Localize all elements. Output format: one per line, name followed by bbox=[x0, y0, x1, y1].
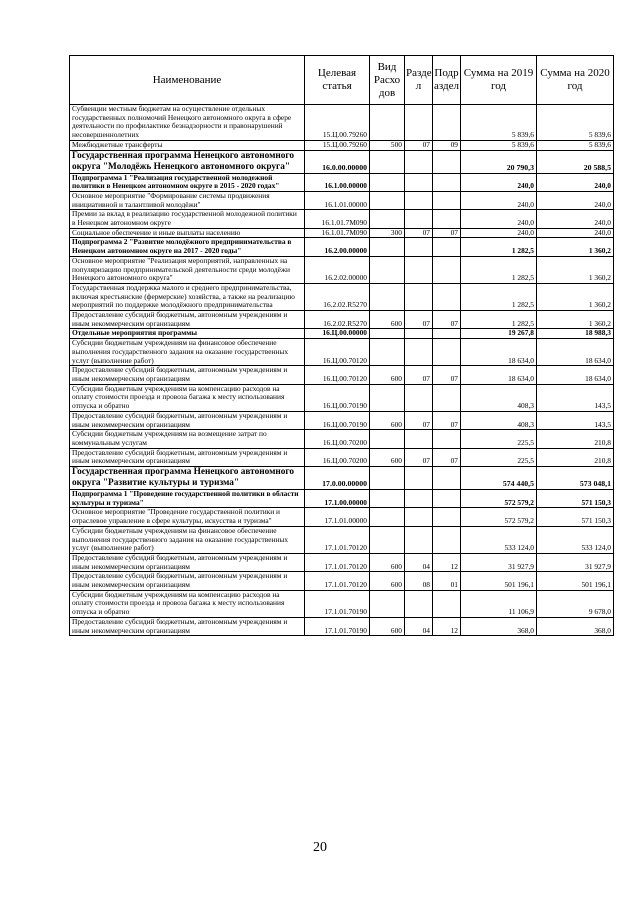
cell-kind bbox=[370, 490, 405, 508]
cell-kind: 600 bbox=[370, 366, 405, 384]
cell-article: 16.1.01.7М090 bbox=[305, 228, 370, 238]
cell-sum-2019: 408,3 bbox=[461, 384, 537, 411]
table-row bbox=[70, 283, 614, 310]
cell-name: Предоставление субсидий бюджетным, автономным учреждениям и иным некоммерческим организациям bbox=[70, 366, 305, 384]
cell-kind bbox=[370, 339, 405, 366]
cell-subsection: 07 bbox=[433, 311, 461, 329]
cell-subsection: 12 bbox=[433, 553, 461, 571]
cell-name: Премии за вклад в реализацию государственной молодежной политики в Ненецком автономном округе bbox=[70, 210, 305, 228]
cell-section: 08 bbox=[405, 572, 433, 590]
cell-sum-2019: 240,0 bbox=[461, 191, 537, 209]
document-sheet bbox=[69, 55, 613, 636]
cell-kind bbox=[370, 256, 405, 283]
cell-subsection bbox=[433, 467, 461, 490]
cell-article: 16.1.01.7М090 bbox=[305, 210, 370, 228]
cell-sum-2019: 240,0 bbox=[461, 173, 537, 191]
cell-section: 07 bbox=[405, 448, 433, 466]
cell-subsection bbox=[433, 173, 461, 191]
cell-name: Субсидии бюджетным учреждениям на компенсацию расходов на оплату стоимости проезда и провоза багажа к месту использования отпуска и обратно bbox=[70, 384, 305, 411]
cell-sum-2019: 31 927,9 bbox=[461, 553, 537, 571]
cell-name: Субсидии бюджетным учреждениям на финансовое обеспечение выполнения государственного задания на оказание государственных услуг (выполнение работ) bbox=[70, 526, 305, 553]
cell-kind bbox=[370, 508, 405, 526]
cell-name: Основное мероприятие "Формирование системы продвижения инициативной и талантливой молодёжи" bbox=[70, 191, 305, 209]
table-row bbox=[70, 191, 614, 209]
cell-article: 16.2.02.R5270 bbox=[305, 283, 370, 310]
cell-kind: 600 bbox=[370, 411, 405, 429]
cell-subsection: 07 bbox=[433, 228, 461, 238]
cell-sum-2019: 11 106,9 bbox=[461, 590, 537, 617]
cell-section: 07 bbox=[405, 140, 433, 150]
cell-sum-2019: 368,0 bbox=[461, 617, 537, 635]
cell-article: 17.1.01.70120 bbox=[305, 572, 370, 590]
cell-section bbox=[405, 150, 433, 173]
cell-section: 04 bbox=[405, 617, 433, 635]
header-subsection: Подр аздел bbox=[433, 56, 461, 105]
table-row bbox=[70, 311, 614, 329]
cell-section bbox=[405, 329, 433, 339]
table-row bbox=[70, 238, 614, 256]
cell-sum-2019: 240,0 bbox=[461, 210, 537, 228]
cell-kind bbox=[370, 590, 405, 617]
cell-sum-2020: 573 048,1 bbox=[537, 467, 614, 490]
table-row bbox=[70, 256, 614, 283]
cell-kind bbox=[370, 210, 405, 228]
cell-article: 16.Ц.00.70190 bbox=[305, 384, 370, 411]
cell-section bbox=[405, 210, 433, 228]
cell-sum-2019: 18 634,0 bbox=[461, 366, 537, 384]
cell-article: 17.1.01.70120 bbox=[305, 553, 370, 571]
cell-sum-2020: 5 839,6 bbox=[537, 105, 614, 141]
cell-article: 17.1.01.70120 bbox=[305, 526, 370, 553]
cell-subsection bbox=[433, 430, 461, 448]
cell-sum-2019: 533 124,0 bbox=[461, 526, 537, 553]
table-row bbox=[70, 508, 614, 526]
cell-kind bbox=[370, 526, 405, 553]
cell-name: Основное мероприятие "Реализация мероприятий, направленных на популяризацию предпринимательской деятельности среди молодёжи Ненецкого автономного округа" bbox=[70, 256, 305, 283]
cell-subsection: 09 bbox=[433, 140, 461, 150]
cell-name: Предоставление субсидий бюджетным, автономным учреждениям и иным некоммерческим организациям bbox=[70, 617, 305, 635]
cell-sum-2020: 18 634,0 bbox=[537, 339, 614, 366]
table-row bbox=[70, 590, 614, 617]
cell-sum-2019: 20 790,3 bbox=[461, 150, 537, 173]
header-sum-2020: Сумма на 2020 год bbox=[537, 56, 614, 105]
cell-section bbox=[405, 526, 433, 553]
cell-name: Предоставление субсидий бюджетным, автономным учреждениям и иным некоммерческим организациям bbox=[70, 572, 305, 590]
cell-section: 07 bbox=[405, 366, 433, 384]
table-row bbox=[70, 526, 614, 553]
cell-sum-2019: 572 579,2 bbox=[461, 490, 537, 508]
cell-sum-2019: 5 839,6 bbox=[461, 105, 537, 141]
cell-subsection: 07 bbox=[433, 366, 461, 384]
cell-kind bbox=[370, 430, 405, 448]
cell-kind bbox=[370, 384, 405, 411]
cell-name: Субсидии бюджетным учреждениям на финансовое обеспечение выполнения государственного задания на оказание государственных услуг (выполнение работ) bbox=[70, 339, 305, 366]
cell-article: 15.Ц.00.79260 bbox=[305, 140, 370, 150]
cell-section bbox=[405, 191, 433, 209]
cell-sum-2019: 408,3 bbox=[461, 411, 537, 429]
table-row bbox=[70, 384, 614, 411]
table-row bbox=[70, 411, 614, 429]
cell-sum-2020: 571 150,3 bbox=[537, 490, 614, 508]
header-article: Целевая статья bbox=[305, 56, 370, 105]
cell-subsection bbox=[433, 191, 461, 209]
header-kind: Вид Расхо дов bbox=[370, 56, 405, 105]
cell-article: 16.0.00.00000 bbox=[305, 150, 370, 173]
cell-sum-2020: 210,8 bbox=[537, 430, 614, 448]
cell-article: 16.2.02.R5270 bbox=[305, 311, 370, 329]
cell-article: 17.0.00.00000 bbox=[305, 467, 370, 490]
cell-name: Подпрограмма 1 "Реализация государственной молодежной политики в Ненецком автономном округе в 2015 - 2020 годах" bbox=[70, 173, 305, 191]
cell-sum-2020: 533 124,0 bbox=[537, 526, 614, 553]
table-row bbox=[70, 210, 614, 228]
cell-sum-2020: 143,5 bbox=[537, 411, 614, 429]
table-row bbox=[70, 572, 614, 590]
cell-sum-2020: 240,0 bbox=[537, 191, 614, 209]
budget-table bbox=[69, 55, 614, 636]
cell-sum-2019: 1 282,5 bbox=[461, 283, 537, 310]
cell-sum-2020: 18 988,3 bbox=[537, 329, 614, 339]
cell-article: 16.2.02.00000 bbox=[305, 256, 370, 283]
cell-sum-2019: 1 282,5 bbox=[461, 238, 537, 256]
cell-subsection bbox=[433, 150, 461, 173]
cell-subsection bbox=[433, 210, 461, 228]
cell-name: Основное мероприятие "Проведение государственной политики и отраслевое управление в сфере культуры, искусства и туризма" bbox=[70, 508, 305, 526]
cell-article: 16.Ц.00.70120 bbox=[305, 366, 370, 384]
cell-section bbox=[405, 490, 433, 508]
cell-subsection bbox=[433, 490, 461, 508]
header-name: Наименование bbox=[70, 56, 305, 105]
cell-sum-2019: 240,0 bbox=[461, 228, 537, 238]
cell-kind: 500 bbox=[370, 140, 405, 150]
cell-section bbox=[405, 105, 433, 141]
cell-article: 16.Ц.00.70190 bbox=[305, 411, 370, 429]
cell-sum-2020: 571 150,3 bbox=[537, 508, 614, 526]
cell-name: Отдельные мероприятия программы bbox=[70, 329, 305, 339]
cell-section bbox=[405, 384, 433, 411]
cell-name: Государственная программа Ненецкого автономного округа "Развитие культуры и туризма" bbox=[70, 467, 305, 490]
cell-article: 17.1.01.70190 bbox=[305, 617, 370, 635]
cell-sum-2020: 210,8 bbox=[537, 448, 614, 466]
table-row bbox=[70, 448, 614, 466]
cell-kind bbox=[370, 191, 405, 209]
cell-section: 04 bbox=[405, 553, 433, 571]
table-row bbox=[70, 430, 614, 448]
cell-sum-2020: 1 360,2 bbox=[537, 238, 614, 256]
cell-subsection: 07 bbox=[433, 448, 461, 466]
page-number: 20 bbox=[313, 840, 327, 855]
cell-article: 16.1.00.00000 bbox=[305, 173, 370, 191]
cell-article: 15.Ц.00.79260 bbox=[305, 105, 370, 141]
cell-sum-2020: 1 360,2 bbox=[537, 256, 614, 283]
cell-section: 07 bbox=[405, 311, 433, 329]
cell-name: Субсидии бюджетным учреждениям на компенсацию расходов на оплату стоимости проезда и провоза багажа к месту использования отпуска и обратно bbox=[70, 590, 305, 617]
cell-sum-2019: 1 282,5 bbox=[461, 311, 537, 329]
cell-name: Предоставление субсидий бюджетным, автономным учреждениям и иным некоммерческим организациям bbox=[70, 553, 305, 571]
cell-subsection: 07 bbox=[433, 411, 461, 429]
cell-article: 16.Ц.00.70200 bbox=[305, 430, 370, 448]
cell-section: 07 bbox=[405, 228, 433, 238]
table-row bbox=[70, 617, 614, 635]
cell-article: 16.Ц.00.00000 bbox=[305, 329, 370, 339]
cell-kind bbox=[370, 329, 405, 339]
cell-article: 17.1.01.70190 bbox=[305, 590, 370, 617]
cell-kind bbox=[370, 467, 405, 490]
cell-name: Социальное обеспечение и иные выплаты населению bbox=[70, 228, 305, 238]
table-row bbox=[70, 366, 614, 384]
cell-sum-2019: 19 267,8 bbox=[461, 329, 537, 339]
cell-section bbox=[405, 467, 433, 490]
cell-subsection bbox=[433, 339, 461, 366]
cell-sum-2020: 240,0 bbox=[537, 210, 614, 228]
cell-sum-2020: 18 634,0 bbox=[537, 366, 614, 384]
cell-kind: 300 bbox=[370, 228, 405, 238]
cell-sum-2019: 1 282,5 bbox=[461, 256, 537, 283]
cell-name: Государственная программа Ненецкого автономного округа "Молодёжь Ненецкого автономного округа" bbox=[70, 150, 305, 173]
cell-sum-2020: 1 360,2 bbox=[537, 311, 614, 329]
cell-kind bbox=[370, 150, 405, 173]
cell-name: Межбюджетные трансферты bbox=[70, 140, 305, 150]
cell-kind bbox=[370, 173, 405, 191]
cell-section bbox=[405, 339, 433, 366]
cell-section bbox=[405, 590, 433, 617]
cell-kind: 600 bbox=[370, 448, 405, 466]
cell-subsection bbox=[433, 329, 461, 339]
cell-sum-2019: 225,5 bbox=[461, 430, 537, 448]
cell-subsection bbox=[433, 508, 461, 526]
cell-name: Предоставление субсидий бюджетным, автономным учреждениям и иным некоммерческим организациям bbox=[70, 311, 305, 329]
cell-sum-2020: 501 196,1 bbox=[537, 572, 614, 590]
cell-name: Субсидии бюджетным учреждениям на возмещение затрат по коммунальным услугам bbox=[70, 430, 305, 448]
cell-kind: 600 bbox=[370, 617, 405, 635]
table-row bbox=[70, 150, 614, 173]
cell-sum-2020: 240,0 bbox=[537, 173, 614, 191]
table-row bbox=[70, 339, 614, 366]
cell-article: 16.2.00.00000 bbox=[305, 238, 370, 256]
cell-article: 16.Ц.00.70200 bbox=[305, 448, 370, 466]
cell-name: Государственная поддержка малого и среднего предпринимательства, включая крестьянские (фермерские) хозяйства, а также на реализацию мероприятий по поддержке молодёжного предпринимательства bbox=[70, 283, 305, 310]
cell-section: 07 bbox=[405, 411, 433, 429]
cell-kind bbox=[370, 105, 405, 141]
cell-kind: 600 bbox=[370, 311, 405, 329]
cell-subsection: 01 bbox=[433, 572, 461, 590]
cell-sum-2019: 572 579,2 bbox=[461, 508, 537, 526]
table-row bbox=[70, 140, 614, 150]
header-sum-2019: Сумма на 2019 год bbox=[461, 56, 537, 105]
cell-sum-2019: 18 634,0 bbox=[461, 339, 537, 366]
cell-kind: 600 bbox=[370, 572, 405, 590]
cell-name: Субвенции местным бюджетам на осуществление отдельных государственных полномочий Ненецкого автономного округа в сфере деятельности по профилактике безнадзорности и правонарушений несовершеннолетних bbox=[70, 105, 305, 141]
cell-subsection: 12 bbox=[433, 617, 461, 635]
cell-subsection bbox=[433, 105, 461, 141]
table-row bbox=[70, 105, 614, 141]
cell-sum-2020: 240,0 bbox=[537, 228, 614, 238]
cell-subsection bbox=[433, 238, 461, 256]
table-row bbox=[70, 467, 614, 490]
table-row bbox=[70, 553, 614, 571]
cell-subsection bbox=[433, 283, 461, 310]
cell-section bbox=[405, 430, 433, 448]
cell-sum-2020: 5 839,6 bbox=[537, 140, 614, 150]
cell-article: 17.1.01.00000 bbox=[305, 508, 370, 526]
cell-sum-2020: 143,5 bbox=[537, 384, 614, 411]
cell-sum-2020: 368,0 bbox=[537, 617, 614, 635]
cell-section bbox=[405, 283, 433, 310]
cell-section bbox=[405, 173, 433, 191]
header-row bbox=[70, 56, 614, 105]
table-row bbox=[70, 490, 614, 508]
cell-section bbox=[405, 256, 433, 283]
header-section: Разде л bbox=[405, 56, 433, 105]
table-row bbox=[70, 173, 614, 191]
cell-kind bbox=[370, 283, 405, 310]
cell-section bbox=[405, 508, 433, 526]
cell-sum-2020: 31 927,9 bbox=[537, 553, 614, 571]
cell-sum-2020: 1 360,2 bbox=[537, 283, 614, 310]
cell-kind bbox=[370, 238, 405, 256]
cell-sum-2019: 5 839,6 bbox=[461, 140, 537, 150]
cell-name: Подпрограмма 2 "Развитие молодёжного предпринимательства в Ненецком автономном округе на 2017 - 2020 годы" bbox=[70, 238, 305, 256]
cell-sum-2019: 501 196,1 bbox=[461, 572, 537, 590]
cell-sum-2020: 9 678,0 bbox=[537, 590, 614, 617]
cell-name: Предоставление субсидий бюджетным, автономным учреждениям и иным некоммерческим организациям bbox=[70, 448, 305, 466]
cell-name: Предоставление субсидий бюджетным, автономным учреждениям и иным некоммерческим организациям bbox=[70, 411, 305, 429]
cell-article: 16.Ц.00.70120 bbox=[305, 339, 370, 366]
cell-subsection bbox=[433, 256, 461, 283]
cell-section bbox=[405, 238, 433, 256]
cell-subsection bbox=[433, 590, 461, 617]
cell-subsection bbox=[433, 526, 461, 553]
cell-sum-2020: 20 588,5 bbox=[537, 150, 614, 173]
cell-article: 17.1.00.00000 bbox=[305, 490, 370, 508]
cell-subsection bbox=[433, 384, 461, 411]
cell-sum-2019: 225,5 bbox=[461, 448, 537, 466]
cell-sum-2019: 574 440,5 bbox=[461, 467, 537, 490]
cell-name: Подпрограмма 1 "Проведение государственной политики в области культуры и туризма" bbox=[70, 490, 305, 508]
cell-kind: 600 bbox=[370, 553, 405, 571]
cell-article: 16.1.01.00000 bbox=[305, 191, 370, 209]
